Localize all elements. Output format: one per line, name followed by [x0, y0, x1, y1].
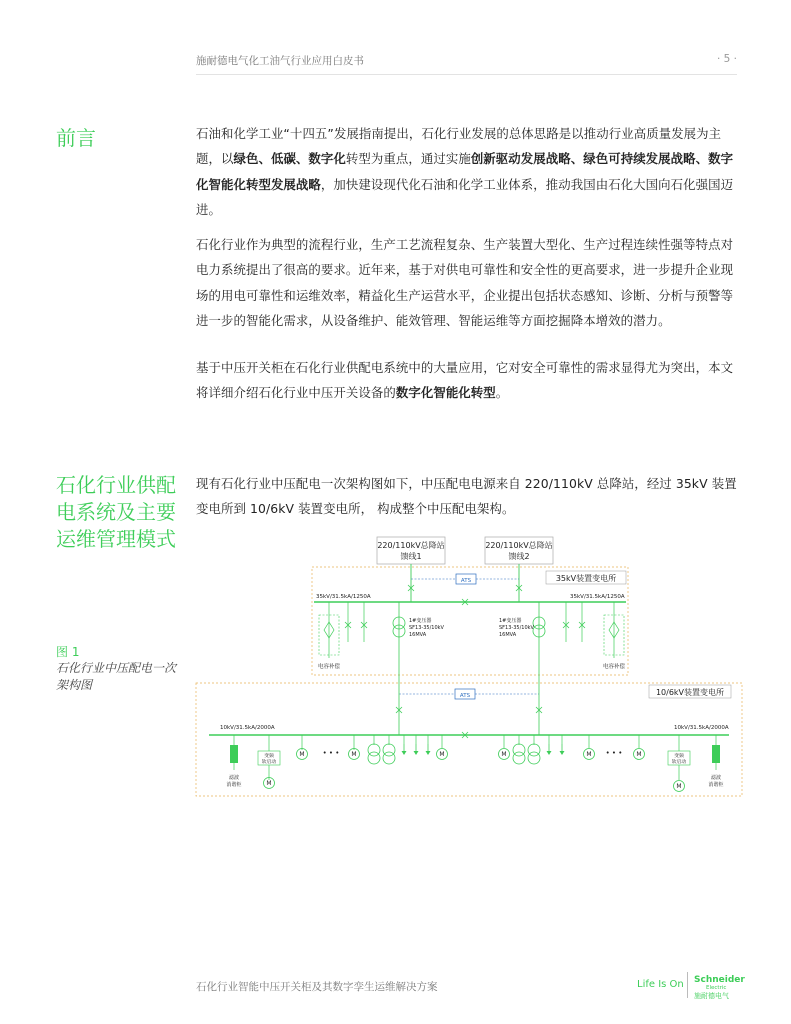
logo-line-3: 施耐德电气 — [694, 992, 729, 1000]
capacitor-left-label: 电容补偿 — [317, 664, 341, 670]
preface-heading: 前言 — [56, 126, 96, 150]
footer-tagline: Life Is On — [637, 979, 684, 990]
softstart-right-label-2: 软启动 — [671, 760, 687, 765]
schneider-logo — [692, 972, 745, 1000]
harmonic-left-label-2: 消谐柜 — [226, 782, 242, 788]
bus-10kv-right-label: 10kV/31.5kA/2000A — [674, 725, 729, 731]
preface-paragraph-1: 石油和化学工业“十四五”发展指南提出，石化行业发展的总体思路是以推动行业高质量发展为主题，以绿色、低碳、数字化转型为重点，通过实施创新驱动发展战略、绿色可持续发展战略、数字化智能化转型发展战略，加快建设现代化石油和化学工业体系，推动我国由石化大国向石化强国迈进。 — [196, 126, 734, 218]
footer-title: 石化行业智能中压开关柜及其数字孪生运维解决方案 — [196, 981, 438, 993]
footer-separator — [687, 972, 688, 998]
transformer-2-rating: 16MVA — [499, 632, 517, 638]
logo-line-1: Schneider — [694, 975, 745, 985]
harmonic-right-label-2: 消谐柜 — [708, 782, 724, 788]
substation-10kv-label: 10/6kV装置变电所 — [655, 688, 725, 697]
section-heading-power-distribution: 石化行业供配 电系统及主要 运维管理模式 — [56, 473, 176, 551]
header-title: 施耐德电气化工油气行业应用白皮书 — [196, 55, 364, 67]
bus-10kv-left-label: 10kV/31.5kA/2000A — [220, 725, 275, 731]
feeder-2-label: 220/110kV总降站 — [485, 541, 553, 550]
section2-paragraph: 现有石化行业中压配电一次架构图如下，中压配电电源来自 220/110kV 总降站，经过 35kV 装置变电所到 10/6kV 装置变电所， 构成整个中压配电架构。 — [196, 476, 737, 517]
feeder-1-label: 220/110kV总降站 — [377, 541, 445, 550]
feeder-2-box — [485, 537, 553, 564]
feeder-1-box — [377, 537, 445, 564]
ats-top-label: ATS — [460, 578, 472, 584]
transformer-1-model: SF13-35/10kV — [409, 625, 444, 631]
capacitor-right-label: 电容补偿 — [602, 664, 626, 670]
feeder-1-sublabel: 馈线1 — [400, 552, 422, 561]
bus-35kv-left-label: 35kV/31.5kA/1250A — [316, 594, 371, 600]
ats-bottom-label: ATS — [459, 693, 471, 699]
page-number: · 5 · — [716, 53, 737, 65]
transformer-2-name: 1#变压器 — [499, 618, 522, 624]
harmonic-left-label-1: 滤波 — [228, 775, 240, 781]
ellipsis-left: • • • — [322, 749, 340, 757]
harmonic-right-label-1: 滤波 — [710, 775, 722, 781]
transformer-2-model: SF13-35/10kV — [499, 625, 534, 631]
softstart-left-label-2: 软启动 — [261, 760, 277, 765]
logo-line-2: Electric — [706, 985, 727, 991]
softstart-left-label-1: 变频 — [264, 754, 274, 759]
feeder-2-sublabel: 馈线2 — [508, 552, 530, 561]
ellipsis-right: • • • — [605, 749, 623, 757]
substation-35kv-label: 35kV装置变电所 — [555, 574, 617, 583]
bus-35kv-right-label: 35kV/31.5kA/1250A — [570, 594, 625, 600]
preface-paragraph-2: 石化行业作为典型的流程行业，生产工艺流程复杂、生产装置大型化、生产过程连续性强等特点对电力系统提出了很高的要求。近年来，基于对供电可靠性和安全性的更高要求，进一步提升企业现场的用电可靠性和运维效率，精益化生产运营水平，企业提出包括状态感知、诊断、分析与预警等进一步的智能化需求，从设备维护、能效管理、智能运维等方面挖掘降本增效的潜力。 — [196, 237, 734, 329]
transformer-1-name: 1#变压器 — [409, 618, 432, 624]
figure-caption: 石化行业中压配电一次架构图 — [56, 661, 177, 692]
transformer-1-rating: 16MVA — [409, 632, 427, 638]
capacitor-left — [318, 602, 367, 670]
header-divider — [196, 74, 737, 75]
substation-10kv-frame — [196, 683, 742, 796]
preface-paragraph-3: 基于中压开关柜在石化行业供配电系统中的大量应用，它对安全可靠性的需求显得尤为突出，本文将详细介绍石化行业中压开关设备的数字化智能化转型。 — [196, 360, 734, 401]
figure-label: 图 1 — [56, 645, 80, 659]
capacitor-right — [563, 602, 625, 670]
single-line-diagram: M 220/110kV总降站 馈线1 220/110kV总降站 馈线2 35kV装置变电所 ATS 35kV/31.5kA/1250A 35kV/31.5kA/1250A 电容补偿 1#变压器 SF13-35/10kV 16MVA 1#变压器 SF13-35/10kV 16MVA 电容补偿 10/6kV装置变电所 ATS 10kV/31.5kA/2000A 10kV/31.5kA/2000A 滤波 消谐柜 变频 软启动 • • • • • • 变频 软启动 滤波 消谐柜 — [194, 530, 744, 800]
softstart-right-label-1: 变频 — [674, 754, 684, 759]
